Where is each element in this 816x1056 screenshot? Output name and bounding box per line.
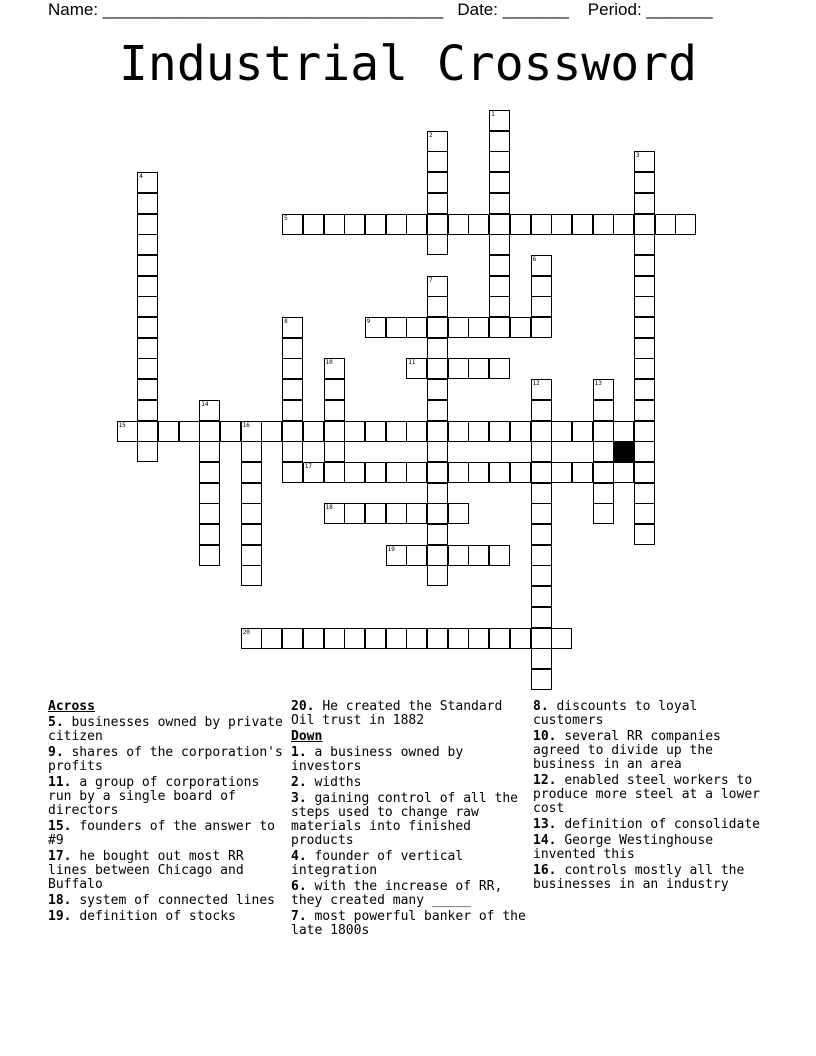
grid-cell[interactable]	[468, 317, 489, 338]
grid-cell[interactable]	[365, 421, 386, 442]
clue	[48, 776, 286, 818]
grid-cell[interactable]	[282, 379, 303, 400]
clue	[533, 818, 769, 832]
grid-cell[interactable]	[510, 421, 531, 442]
clue-number: 11	[408, 359, 416, 367]
clue-number-label: 3.	[291, 791, 307, 806]
grid-cell[interactable]	[137, 441, 158, 462]
grid-cell[interactable]	[448, 317, 469, 338]
grid-cell[interactable]	[489, 317, 510, 338]
date-field[interactable]: Date: _______	[457, 0, 569, 19]
clue-number: 2	[429, 131, 433, 139]
grid-cell[interactable]	[241, 462, 262, 483]
clue	[291, 880, 527, 908]
grid-cell[interactable]	[634, 441, 655, 462]
clue-text: widths	[314, 775, 362, 790]
clue-number-label: 1.	[291, 745, 307, 760]
grid-cell[interactable]	[344, 628, 365, 649]
grid-cell[interactable]	[427, 296, 448, 317]
grid-cell[interactable]	[531, 628, 552, 649]
clue	[48, 746, 286, 774]
grid-cell[interactable]	[531, 545, 552, 566]
grid-cell[interactable]	[324, 400, 345, 421]
grid-cell[interactable]	[448, 503, 469, 524]
grid-cell[interactable]	[634, 462, 655, 483]
grid-cell[interactable]	[137, 421, 158, 442]
grid-cell[interactable]	[468, 628, 489, 649]
grid-cell[interactable]	[489, 172, 510, 193]
clue-text: George Westinghouse invented this	[533, 833, 714, 862]
grid-cell[interactable]	[613, 421, 634, 442]
grid-cell[interactable]	[282, 628, 303, 649]
grid-cell[interactable]	[634, 296, 655, 317]
grid-cell[interactable]	[531, 483, 552, 504]
grid-cell[interactable]	[468, 545, 489, 566]
grid-cell[interactable]	[324, 379, 345, 400]
grid-cell[interactable]	[241, 503, 262, 524]
grid-cell[interactable]	[282, 441, 303, 462]
grid-cell[interactable]	[406, 545, 427, 566]
grid-cell[interactable]	[448, 214, 469, 235]
clue	[291, 850, 527, 878]
grid-cell[interactable]	[468, 421, 489, 442]
grid-cell[interactable]	[468, 358, 489, 379]
clue-number: 3	[636, 152, 640, 160]
grid-cell[interactable]	[324, 441, 345, 462]
grid-cell[interactable]	[137, 400, 158, 421]
clue-number-label: 10.	[533, 729, 557, 744]
clue-number-label: 6.	[291, 879, 307, 894]
grid-cell[interactable]	[303, 214, 324, 235]
grid-cell[interactable]	[489, 628, 510, 649]
grid-cell[interactable]	[634, 214, 655, 235]
grid-cell[interactable]	[199, 421, 220, 442]
grid-cell[interactable]	[551, 421, 572, 442]
grid-cell[interactable]	[448, 545, 469, 566]
grid-cell[interactable]	[675, 214, 696, 235]
grid-cell[interactable]	[427, 172, 448, 193]
grid-cell[interactable]	[386, 317, 407, 338]
grid-cell[interactable]	[137, 255, 158, 276]
clue-number: 17	[304, 462, 313, 470]
clue-column-2	[291, 700, 527, 940]
grid-cell[interactable]	[531, 462, 552, 483]
clue-number-label: 18.	[48, 893, 72, 908]
clue-number-label: 15.	[48, 819, 72, 834]
period-field[interactable]: Period: _______	[587, 0, 713, 19]
clue-number-label: 12.	[533, 773, 557, 788]
grid-cell[interactable]	[199, 503, 220, 524]
grid-cell[interactable]	[386, 628, 407, 649]
grid-cell[interactable]	[199, 483, 220, 504]
grid-cell[interactable]	[531, 214, 552, 235]
grid-cell[interactable]	[593, 421, 614, 442]
grid-cell[interactable]	[261, 421, 282, 442]
clue-number: 14	[201, 400, 209, 408]
grid-cell[interactable]	[365, 214, 386, 235]
grid-cell[interactable]	[448, 628, 469, 649]
grid-cell[interactable]	[427, 151, 448, 172]
grid-cell[interactable]	[531, 565, 552, 586]
clue-number-label: 16.	[533, 863, 557, 878]
clue-number-label: 7.	[291, 909, 307, 924]
grid-cell[interactable]	[510, 462, 531, 483]
grid-cell[interactable]	[531, 586, 552, 607]
grid-cell[interactable]	[634, 421, 655, 442]
grid-cell[interactable]	[489, 234, 510, 255]
grid-cell[interactable]	[427, 462, 448, 483]
clue-text: founder of vertical integration	[291, 849, 464, 878]
grid-cell[interactable]	[427, 483, 448, 504]
clue-text: with the increase of RR, they created many _____	[291, 879, 503, 908]
grid-cell[interactable]	[531, 607, 552, 628]
grid-cell[interactable]	[448, 421, 469, 442]
clue-number: 5	[284, 214, 288, 222]
clue-number-label: 5.	[48, 715, 64, 730]
grid-cell[interactable]	[282, 400, 303, 421]
grid-cell[interactable]	[531, 503, 552, 524]
grid-cell[interactable]	[551, 214, 572, 235]
grid-cell[interactable]	[344, 421, 365, 442]
grid-cell[interactable]	[241, 545, 262, 566]
clue-number-label: 19.	[48, 909, 72, 924]
clue-number: 18	[325, 504, 333, 512]
clue-number: 13	[594, 380, 602, 388]
grid-cell[interactable]	[634, 172, 655, 193]
grid-cell[interactable]	[324, 628, 345, 649]
grid-cell[interactable]	[634, 400, 655, 421]
grid-cell[interactable]	[365, 628, 386, 649]
clue	[48, 820, 286, 848]
clue-number: 9	[366, 318, 371, 325]
clue-number: 10	[325, 359, 333, 367]
grid-cell[interactable]	[634, 483, 655, 504]
grid-cell[interactable]	[241, 441, 262, 462]
grid-cell[interactable]	[551, 462, 572, 483]
grid-cell[interactable]	[572, 214, 593, 235]
clue-column-3	[533, 700, 769, 894]
grid-cell[interactable]	[241, 565, 262, 586]
grid-cell[interactable]	[199, 524, 220, 545]
clue-text: businesses owned by private citizen	[48, 715, 283, 744]
grid-cell[interactable]	[427, 358, 448, 379]
clue-number-label: 17.	[48, 849, 72, 864]
grid-cell[interactable]	[220, 421, 241, 442]
grid-cell[interactable]	[427, 421, 448, 442]
grid-cell[interactable]	[282, 358, 303, 379]
clue-text: discounts to loyal customers	[533, 699, 698, 728]
grid-cell[interactable]	[282, 338, 303, 359]
down-heading: Down	[291, 729, 323, 744]
grid-cell[interactable]	[199, 545, 220, 566]
grid-cell[interactable]	[427, 441, 448, 462]
grid-cell[interactable]	[282, 462, 303, 483]
clue	[533, 774, 769, 816]
grid-cell[interactable]	[468, 214, 489, 235]
grid-cell[interactable]	[634, 276, 655, 297]
grid-cell[interactable]	[593, 400, 614, 421]
clue	[291, 746, 527, 774]
grid-cell[interactable]	[489, 421, 510, 442]
grid-cell[interactable]	[531, 400, 552, 421]
grid-cell[interactable]	[489, 214, 510, 235]
clue	[533, 700, 769, 728]
grid-cell[interactable]	[324, 462, 345, 483]
clue-number: 1	[491, 111, 495, 118]
grid-cell[interactable]	[406, 503, 427, 524]
clue-text: several RR companies agreed to divide up the business in an area	[533, 729, 721, 772]
grid-cell[interactable]	[531, 648, 552, 669]
clue	[533, 834, 769, 862]
grid-cell[interactable]	[427, 193, 448, 214]
clue-number: 6	[532, 255, 537, 263]
grid-cell[interactable]	[593, 214, 614, 235]
clue-number-label: 2.	[291, 775, 307, 790]
grid-cell[interactable]	[613, 462, 634, 483]
grid-cell[interactable]	[634, 255, 655, 276]
grid-cell[interactable]	[241, 524, 262, 545]
clue-column-1	[48, 700, 286, 926]
clue-number-label: 13.	[533, 817, 557, 832]
grid-cell[interactable]	[427, 234, 448, 255]
grid-cell[interactable]	[510, 214, 531, 235]
grid-cell[interactable]	[489, 255, 510, 276]
clue	[291, 792, 527, 848]
grid-cell[interactable]	[137, 276, 158, 297]
clue-number: 15	[118, 421, 126, 429]
clue-text: system of connected lines	[79, 893, 275, 908]
page-title: Industrial Crossword	[119, 36, 697, 92]
grid-cell[interactable]	[427, 400, 448, 421]
grid-cell[interactable]	[427, 338, 448, 359]
grid-cell[interactable]	[531, 524, 552, 545]
grid-cell[interactable]	[137, 338, 158, 359]
clue-text: enabled steel workers to produce more steel at a lower cost	[533, 773, 760, 816]
grid-cell[interactable]	[137, 379, 158, 400]
grid-cell[interactable]	[137, 296, 158, 317]
clue	[291, 776, 527, 790]
grid-cell[interactable]	[303, 628, 324, 649]
grid-cell[interactable]	[572, 421, 593, 442]
grid-cell[interactable]	[634, 234, 655, 255]
grid-cell[interactable]	[303, 421, 324, 442]
grid-cell[interactable]	[406, 421, 427, 442]
grid-cell[interactable]	[593, 462, 614, 483]
clue-text: gaining control of all the steps used to change raw materials into finished products	[291, 791, 518, 848]
clue-number-label: 9.	[48, 745, 64, 760]
grid-cell[interactable]	[365, 462, 386, 483]
grid-cell[interactable]	[489, 193, 510, 214]
grid-cell[interactable]	[324, 421, 345, 442]
grid-cell[interactable]	[241, 483, 262, 504]
grid-cell[interactable]	[324, 214, 345, 235]
grid-cell[interactable]	[613, 214, 634, 235]
grid-cell[interactable]	[531, 669, 552, 690]
grid-cell[interactable]	[282, 421, 303, 442]
grid-cell[interactable]	[386, 462, 407, 483]
grid-cell[interactable]	[427, 317, 448, 338]
clue-number-label: 4.	[291, 849, 307, 864]
black-square	[613, 441, 634, 462]
clue-text: definition of stocks	[79, 909, 236, 924]
clue	[291, 910, 527, 938]
clue-text: definition of consolidate	[564, 817, 760, 832]
grid-cell[interactable]	[634, 503, 655, 524]
grid-cell[interactable]	[386, 503, 407, 524]
grid-cell[interactable]	[634, 379, 655, 400]
clue-number: 20	[242, 628, 250, 636]
grid-cell[interactable]	[261, 628, 282, 649]
clue-number-label: 11.	[48, 775, 72, 790]
grid-cell[interactable]	[199, 462, 220, 483]
grid-cell[interactable]	[427, 503, 448, 524]
grid-cell[interactable]	[634, 358, 655, 379]
clue	[48, 894, 286, 908]
grid-cell[interactable]	[572, 462, 593, 483]
clue	[48, 716, 286, 744]
grid-cell[interactable]	[634, 193, 655, 214]
clue	[48, 850, 286, 892]
grid-cell[interactable]	[489, 358, 510, 379]
clue-text: He created the Standard Oil trust in 1882	[291, 699, 503, 728]
grid-cell[interactable]	[489, 296, 510, 317]
grid-cell[interactable]	[386, 214, 407, 235]
clue	[533, 864, 769, 892]
clue-number: 8	[284, 318, 288, 325]
grid-cell[interactable]	[551, 628, 572, 649]
grid-cell[interactable]	[158, 421, 179, 442]
grid-cell[interactable]	[427, 565, 448, 586]
clue	[533, 730, 769, 772]
grid-cell[interactable]	[655, 214, 676, 235]
grid-cell[interactable]	[510, 628, 531, 649]
grid-cell[interactable]	[137, 214, 158, 235]
grid-cell[interactable]	[531, 421, 552, 442]
clue-number: 12	[532, 380, 540, 388]
grid-cell[interactable]	[179, 421, 200, 442]
grid-cell[interactable]	[593, 503, 614, 524]
grid-cell[interactable]	[344, 503, 365, 524]
across-heading: Across	[48, 699, 95, 714]
clue-number: 4	[139, 173, 143, 181]
grid-cell[interactable]	[427, 524, 448, 545]
clue-number: 7	[429, 276, 433, 284]
clue-text: a business owned by investors	[291, 745, 464, 774]
clue-number-label: 14.	[533, 833, 557, 848]
clue	[291, 700, 527, 728]
grid-cell[interactable]	[365, 503, 386, 524]
clue-text: a group of corporations run by a single board of directors	[48, 775, 260, 818]
clue-text: shares of the corporation's profits	[48, 745, 283, 774]
grid-cell[interactable]	[427, 628, 448, 649]
grid-cell[interactable]	[137, 358, 158, 379]
grid-cell[interactable]	[427, 214, 448, 235]
clue	[48, 910, 286, 924]
grid-cell[interactable]	[593, 441, 614, 462]
grid-cell[interactable]	[406, 628, 427, 649]
grid-cell[interactable]	[448, 358, 469, 379]
clue-text: founders of the answer to #9	[48, 819, 275, 848]
grid-cell[interactable]	[344, 214, 365, 235]
grid-cell[interactable]	[489, 151, 510, 172]
grid-cell[interactable]	[427, 545, 448, 566]
grid-cell[interactable]	[406, 214, 427, 235]
grid-cell[interactable]	[634, 338, 655, 359]
grid-cell[interactable]	[634, 317, 655, 338]
name-field[interactable]: Name: ____________________________________	[48, 0, 444, 19]
clue-text: most powerful banker of the late 1800s	[291, 909, 526, 938]
grid-cell[interactable]	[510, 317, 531, 338]
clue-text: he bought out most RR lines between Chicago and Buffalo	[48, 849, 244, 892]
grid-cell[interactable]	[448, 462, 469, 483]
grid-cell[interactable]	[531, 441, 552, 462]
grid-cell[interactable]	[489, 276, 510, 297]
grid-cell[interactable]	[489, 545, 510, 566]
clue-number-label: 8.	[533, 699, 549, 714]
grid-cell[interactable]	[593, 483, 614, 504]
clue-number: 16	[242, 421, 250, 429]
grid-cell[interactable]	[427, 379, 448, 400]
grid-cell[interactable]	[199, 441, 220, 462]
grid-cell[interactable]	[489, 462, 510, 483]
grid-cell[interactable]	[531, 317, 552, 338]
grid-cell[interactable]	[489, 131, 510, 152]
clue-number-label: 20.	[291, 699, 315, 714]
clue-text: controls mostly all the businesses in an industry	[533, 863, 745, 892]
grid-cell[interactable]	[344, 462, 365, 483]
grid-cell[interactable]	[137, 193, 158, 214]
clue-number: 19	[387, 545, 395, 553]
grid-cell[interactable]	[531, 296, 552, 317]
grid-cell[interactable]	[137, 234, 158, 255]
grid-cell[interactable]	[406, 462, 427, 483]
grid-cell[interactable]	[137, 317, 158, 338]
grid-cell[interactable]	[406, 317, 427, 338]
grid-cell[interactable]	[531, 276, 552, 297]
grid-cell[interactable]	[468, 462, 489, 483]
grid-cell[interactable]	[634, 524, 655, 545]
grid-cell[interactable]	[386, 421, 407, 442]
